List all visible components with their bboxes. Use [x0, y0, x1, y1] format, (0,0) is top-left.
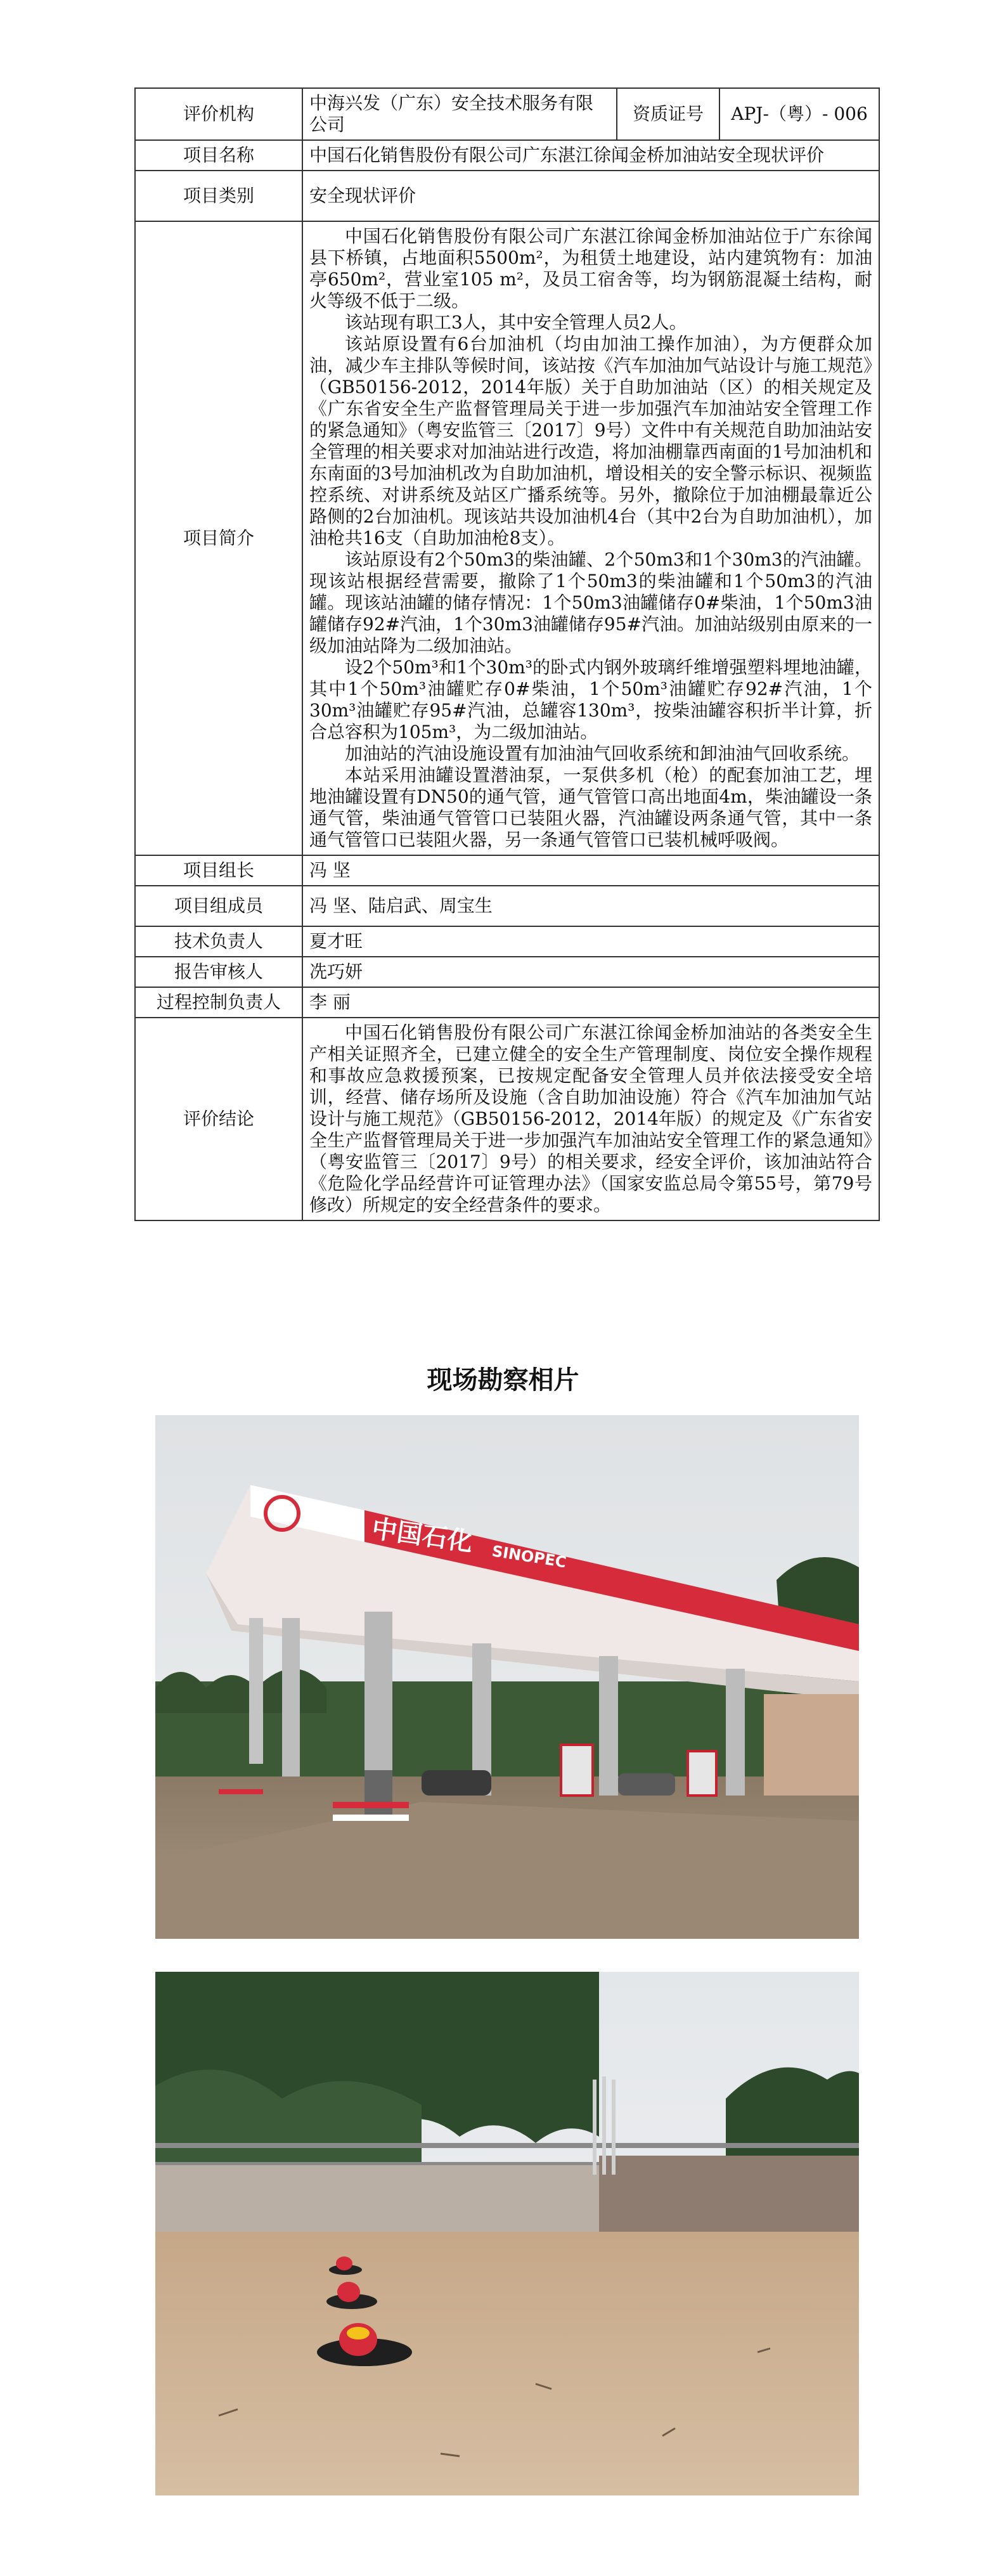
intro-paragraph: 加油站的汽油设施设置有加油油气回收系统和卸油油气回收系统。: [345, 743, 860, 764]
intro-label: 项目简介: [135, 221, 302, 855]
project-name-label: 项目名称: [135, 140, 302, 171]
process-label: 过程控制负责人: [135, 987, 302, 1018]
intro-paragraph: 该站原设置有6台加油机（均由加油工操作加油），为方便群众加油，减少车主排队等候时间，该站按《汽车加油加气站设计与施工规范》（GB50156-2012，2014年版）关于自助加油站（区）的相关规定及《广东省安全生产监督管理局关于进一步加强汽车加油站安全管理工作的紧急通知》（粤安监管三〔2017〕9号）文件中有关规范自助加油站安全管理的相关要求对加油站进行改造，将加油棚靠西南面的1号加油机和东南面的3号加油机改为自助加油机，增设相关的安全警示标识、视频监控系统、对讲系统及站区广播系统等。另外，撤除位于加油棚最靠近公路侧的2台加油机。现该站共设加油机4台（其中2台为自助加油机），加油枪共16支（自助加油枪8支）。: [309, 333, 872, 548]
process-value: 李 丽: [302, 987, 879, 1018]
tank-area-illustration: [155, 1972, 859, 2495]
row-project-type: [135, 171, 879, 221]
intro-paragraph: 中国石化销售股份有限公司广东湛江徐闻金桥加油站位于广东徐闻县下桥镇，占地面积5500m²，为租赁土地建设，站内建筑物有：加油亭650m²，营业室105 m²，及员工宿舍等，均为钢筋混凝土结构，耐火等级不低于二级。: [309, 226, 872, 311]
cert-value: APJ-（粤）- 006: [719, 88, 879, 140]
row-reviewer: [135, 957, 879, 987]
tank-area-photo: [155, 1972, 859, 2495]
leader-label: 项目组长: [135, 855, 302, 886]
project-info-table: [134, 87, 880, 1221]
org-label: 评价机构: [135, 88, 302, 140]
photos-title: 现场勘察相片: [427, 1366, 579, 1395]
row-members: [135, 886, 879, 926]
project-name-value: 中国石化销售股份有限公司广东湛江徐闻金桥加油站安全现状评价: [302, 140, 879, 171]
members-label: 项目组成员: [135, 886, 302, 926]
intro-value: [302, 221, 879, 855]
cert-label: 资质证号: [617, 88, 719, 140]
row-intro: [135, 221, 879, 855]
conclusion-label: 评价结论: [135, 1018, 302, 1220]
reviewer-value: 冼巧妍: [302, 957, 879, 987]
intro-paragraph: 该站原设有2个50m3的柴油罐、2个50m3和1个30m3的汽油罐。现该站根据经营需要，撤除了1个50m3的柴油罐和1个50m3的汽油罐。现该站油罐的储存情况：1个50m3油罐储存0#柴油，1个50m3油罐储存92#汽油，1个30m3油罐储存95#汽油。加油站级别由原来的一级加油站降为二级加油站。: [309, 549, 872, 656]
row-conclusion: [135, 1018, 879, 1220]
canopy-sign-cn: 中国石化: [370, 1514, 475, 1558]
canopy-sign-en: SINOPEC: [491, 1542, 568, 1572]
project-type-value: 安全现状评价: [302, 171, 879, 221]
org-value: 中海兴发（广东）安全技术服务有限公司: [302, 88, 617, 140]
intro-paragraph: 设2个50m³和1个30m³的卧式内钢外玻璃纤维增强塑料埋地油罐，其中1个50m³油罐贮存0#柴油，1个50m³油罐贮存92#汽油，1个30m³油罐贮存95#汽油，总罐容130m³，按柴油罐容积折半计算，折合总容积为105m³，为二级加油站。: [309, 657, 872, 742]
tech-value: 夏才旺: [302, 926, 879, 957]
gas-station-canopy-photo: [155, 1415, 859, 1939]
row-process: [135, 987, 879, 1018]
reviewer-label: 报告审核人: [135, 957, 302, 987]
project-type-label: 项目类别: [135, 171, 302, 221]
conclusion-value: [302, 1018, 879, 1220]
row-project-name: [135, 140, 879, 171]
canopy-photo-illustration: [155, 1415, 859, 1939]
leader-value: 冯 坚: [302, 855, 879, 886]
intro-paragraph: 该站现有职工3人，其中安全管理人员2人。: [345, 312, 687, 333]
row-org: [135, 88, 879, 140]
row-leader: [135, 855, 879, 886]
row-tech: [135, 926, 879, 957]
conclusion-paragraph: 中国石化销售股份有限公司广东湛江徐闻金桥加油站的各类安全生产相关证照齐全，已建立健全的安全生产管理制度、岗位安全操作规程和事故应急救援预案，已按规定配备安全管理人员并依法接受安全培训，经营、储存场所及设施（含自助加油设施）符合《汽车加油加气站设计与施工规范》（GB50156-2012，2014年版）的规定及《广东省安全生产监督管理局关于进一步加强汽车加油站安全管理工作的紧急通知》（粤安监管三〔2017〕9号）的相关要求，经安全评价，该加油站符合《危险化学品经营许可证管理办法》（国家安监总局令第55号，第79号修改）所规定的安全经营条件的要求。: [309, 1022, 872, 1215]
tech-label: 技术负责人: [135, 926, 302, 957]
intro-paragraph: 本站采用油罐设置潜油泵，一泵供多机（枪）的配套加油工艺，埋地油罐设置有DN50的通气管，通气管管口高出地面4m，柴油罐设一条通气管，柴油通气管管口已装阻火器，汽油罐设两条通气管，其中一条通气管管口已装阻火器，另一条通气管管口已装机械呼吸阀。: [309, 765, 872, 850]
members-value: 冯 坚、陆启武、周宝生: [302, 886, 879, 926]
